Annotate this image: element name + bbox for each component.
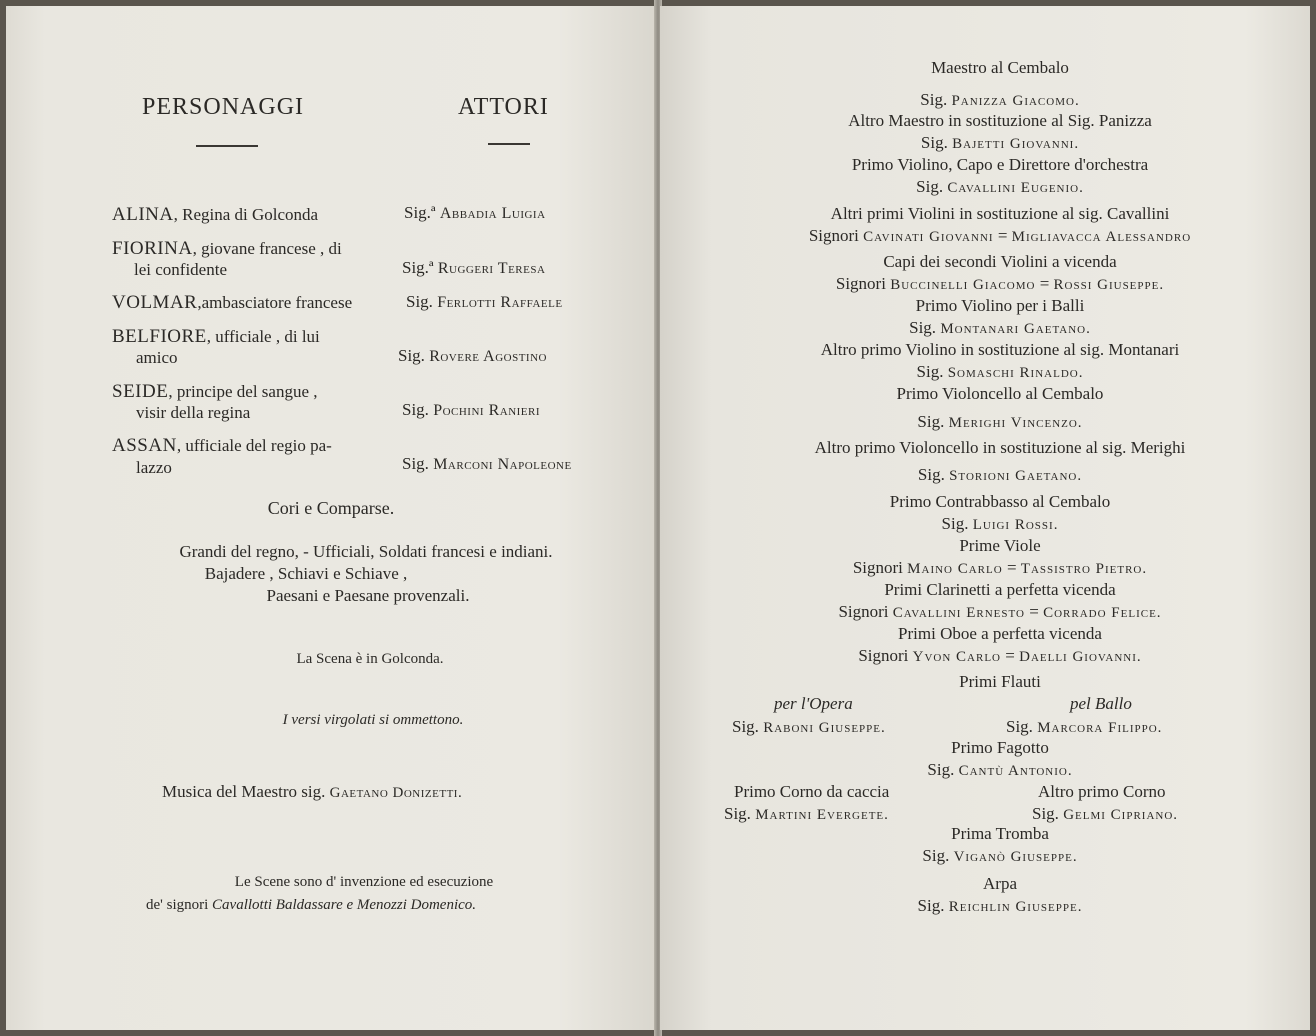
altro-primo-violino: Altro primo Violino in sostituzione al sig. Montanari (820, 340, 1180, 359)
role-belfiore (112, 326, 320, 348)
sig-prefix: Sig. (1032, 804, 1059, 823)
actor-prefix: Sig. (406, 292, 433, 311)
names-maino-tassistro (720, 558, 1280, 578)
person-name: Storioni Gaetano. (949, 468, 1083, 484)
pel-ballo: pel Ballo (1070, 694, 1132, 713)
actor-prefix: Sig. (402, 400, 429, 419)
scene-credit-line-1: Le Scene sono d' invenzione ed esecuzione (234, 874, 494, 890)
names-yvon-daelli (720, 646, 1280, 666)
actor-prefix: Sig.ª (402, 258, 434, 277)
person-name: Luigi Rossi. (972, 517, 1059, 533)
primo-violino-balli: Primo Violino per i Balli (915, 296, 1085, 315)
signori-prefix: Signori (808, 226, 859, 245)
actor-name: Marconi Napoleone (433, 456, 572, 473)
sig-prefix: Sig. (917, 412, 945, 431)
name-cavallini-e (720, 177, 1280, 197)
person-name: Martini Evergete. (755, 807, 889, 823)
maestro-cembalo: Maestro al Cembalo (931, 58, 1069, 77)
sig-prefix: Sig. (941, 514, 969, 533)
attori-rule (488, 143, 530, 145)
person-name: Corrado Felice. (1043, 605, 1162, 621)
person-name: Yvon Carlo (912, 649, 1002, 665)
role-assan-line2: lazzo (136, 458, 172, 477)
personaggi-rule (196, 145, 258, 147)
separator: = (1006, 558, 1017, 577)
cori-line-1: Grandi del regno, - Ufficiali, Soldati francesi e indiani. (179, 542, 553, 561)
sig-prefix: Sig. (917, 465, 945, 484)
name-bajetti (720, 133, 1280, 153)
role-desc: , Regina di Golconda (173, 205, 319, 224)
name-merighi (720, 412, 1280, 432)
person-name: Cantù Antonio. (958, 763, 1073, 779)
name-luigi-rossi (720, 514, 1280, 534)
actor-prefix: Sig.ª (404, 203, 436, 222)
actor-seide (402, 400, 540, 420)
sig-prefix: Sig. (920, 133, 948, 152)
person-name: Viganò Giuseppe. (953, 849, 1078, 865)
name-panizza (720, 90, 1280, 110)
actor-belfiore (398, 346, 547, 366)
cori-line-2: Bajadere , Schiavi e Schiave , (204, 564, 408, 583)
right-page (660, 6, 1310, 1030)
name-raboni (732, 717, 886, 737)
sig-prefix: Sig. (732, 717, 759, 736)
name-marcora (1006, 717, 1162, 737)
role-fiorina-line2: lei confidente (134, 260, 227, 279)
sig-prefix: Sig. (916, 362, 944, 381)
names-cavinati-migliavacca (720, 226, 1280, 246)
prima-tromba: Prima Tromba (951, 824, 1049, 843)
role-assan (112, 435, 332, 457)
musica-prefix: Musica del Maestro sig. (162, 782, 326, 801)
person-name: Cavallini Eugenio. (947, 180, 1084, 196)
separator: = (1005, 646, 1015, 665)
attori-header: ATTORI (458, 94, 549, 120)
cori-line-3: Paesani e Paesane provenzali. (266, 586, 470, 605)
actor-prefix: Sig. (402, 454, 429, 473)
name-vigano (720, 846, 1280, 866)
actor-fiorina (402, 258, 545, 278)
actor-name: Ferlotti Raffaele (437, 294, 563, 311)
role-seide (112, 381, 318, 403)
signori-prefix: Signori (838, 602, 889, 621)
actor-name: Ruggeri Teresa (437, 260, 546, 277)
role-desc: , ufficiale del regio pa- (176, 436, 332, 455)
person-name: Raboni Giuseppe. (763, 720, 886, 736)
person-name: Montanari Gaetano. (940, 321, 1091, 337)
names-buccinelli-rossi (720, 274, 1280, 294)
scene-credit-line-2 (146, 897, 476, 914)
role-name: SEIDE (112, 381, 169, 402)
name-storioni (720, 465, 1280, 485)
person-name: Rossi Giuseppe. (1053, 277, 1165, 293)
actor-prefix: Sig. (398, 346, 425, 365)
role-name: ALINA (112, 204, 174, 225)
sig-prefix: Sig. (724, 804, 751, 823)
role-seide-line2: visir della regina (136, 403, 251, 422)
actor-name: Abbadia Luigia (439, 205, 546, 222)
name-somaschi (720, 362, 1280, 382)
scene-credit-prefix: de' signori (146, 897, 209, 913)
composer-name: Gaetano Donizetti. (329, 785, 463, 801)
role-belfiore-line2: amico (136, 348, 178, 367)
signori-prefix: Signori (858, 646, 909, 665)
person-name: Panizza Giacomo. (951, 93, 1080, 109)
scene-credit-names: Cavallotti Baldassare e Menozzi Domenico. (212, 897, 477, 913)
signori-prefix: Signori (852, 558, 903, 577)
role-alina (112, 204, 318, 226)
separator: = (1029, 602, 1039, 621)
primi-oboe: Primi Oboe a perfetta vicenda (898, 624, 1102, 643)
altro-corno: Altro primo Corno (1038, 782, 1166, 801)
arpa: Arpa (983, 874, 1017, 893)
name-montanari (720, 318, 1280, 338)
altro-violoncello: Altro primo Violoncello in sostituzione al sig. Merighi (814, 438, 1186, 457)
role-desc: , ufficiale , di lui (206, 327, 320, 346)
actor-name: Rovere Agostino (429, 348, 547, 365)
person-name: Migliavacca Alessandro (1011, 229, 1192, 245)
person-name: Merighi Vincenzo. (948, 415, 1083, 431)
role-name: ASSAN (112, 435, 177, 456)
sig-prefix: Sig. (909, 318, 937, 337)
primo-violino: Primo Violino, Capo e Direttore d'orchestra (851, 155, 1149, 174)
sig-prefix: Sig. (927, 760, 955, 779)
role-volmar (112, 292, 352, 314)
left-page (6, 6, 656, 1030)
musica-line (162, 782, 462, 802)
name-gelmi (1032, 804, 1178, 824)
separator: = (997, 226, 1008, 245)
role-fiorina (112, 238, 342, 260)
cori-title: Cori e Comparse. (267, 498, 395, 518)
personaggi-header: PERSONAGGI (142, 94, 305, 120)
role-desc: ,ambasciatore francese (197, 293, 353, 312)
name-reichlin (720, 896, 1280, 916)
primo-contrabbasso: Primo Contrabbasso al Cembalo (889, 492, 1111, 511)
altri-primi-violini: Altri primi Violini in sostituzione al sig. Cavallini (830, 204, 1170, 223)
person-name: Cavinati Giovanni (863, 229, 994, 245)
sig-prefix: Sig. (916, 177, 944, 196)
per-opera: per l'Opera (774, 694, 853, 713)
sig-prefix: Sig. (917, 896, 945, 915)
person-name: Marcora Filippo. (1037, 720, 1163, 736)
primi-flauti: Primi Flauti (959, 672, 1041, 691)
primo-fagotto: Primo Fagotto (951, 738, 1049, 757)
sig-prefix: Sig. (1006, 717, 1033, 736)
person-name: Cavallini Ernesto (892, 605, 1025, 621)
separator: = (1039, 274, 1050, 293)
person-name: Maino Carlo (907, 561, 1003, 577)
sig-prefix: Sig. (922, 846, 950, 865)
person-name: Reichlin Giuseppe. (948, 899, 1083, 915)
person-name: Buccinelli Giacomo (890, 277, 1036, 293)
person-name: Tassistro Pietro. (1020, 561, 1148, 577)
capi-secondi: Capi dei secondi Violini a vicenda (883, 252, 1117, 271)
actor-volmar (406, 292, 563, 312)
primo-violoncello: Primo Violoncello al Cembalo (896, 384, 1104, 403)
role-name: BELFIORE (112, 326, 207, 347)
role-name: FIORINA (112, 238, 193, 259)
prime-viole: Prime Viole (959, 536, 1041, 555)
primi-clarinetti: Primi Clarinetti a perfetta vicenda (884, 580, 1116, 599)
primo-corno: Primo Corno da caccia (734, 782, 890, 801)
person-name: Bajetti Giovanni. (952, 136, 1080, 152)
actor-name: Pochini Ranieri (433, 402, 541, 419)
person-name: Gelmi Cipriano. (1063, 807, 1179, 823)
name-cantu (720, 760, 1280, 780)
names-cavallini-corrado (720, 602, 1280, 622)
actor-alina (404, 203, 546, 223)
name-martini (724, 804, 889, 824)
actor-assan (402, 454, 572, 474)
altro-maestro: Altro Maestro in sostituzione al Sig. Panizza (848, 111, 1152, 130)
versi-line: I versi virgolati si ommettono. (282, 712, 464, 728)
role-name: VOLMAR (112, 292, 198, 313)
signori-prefix: Signori (835, 274, 886, 293)
sig-prefix: Sig. (920, 90, 948, 109)
role-desc: , principe del sangue , (168, 382, 318, 401)
person-name: Daelli Giovanni. (1019, 649, 1142, 665)
person-name: Somaschi Rinaldo. (947, 365, 1084, 381)
role-desc: , giovane francese , di (192, 239, 342, 258)
scena-line: La Scena è in Golconda. (296, 651, 444, 667)
